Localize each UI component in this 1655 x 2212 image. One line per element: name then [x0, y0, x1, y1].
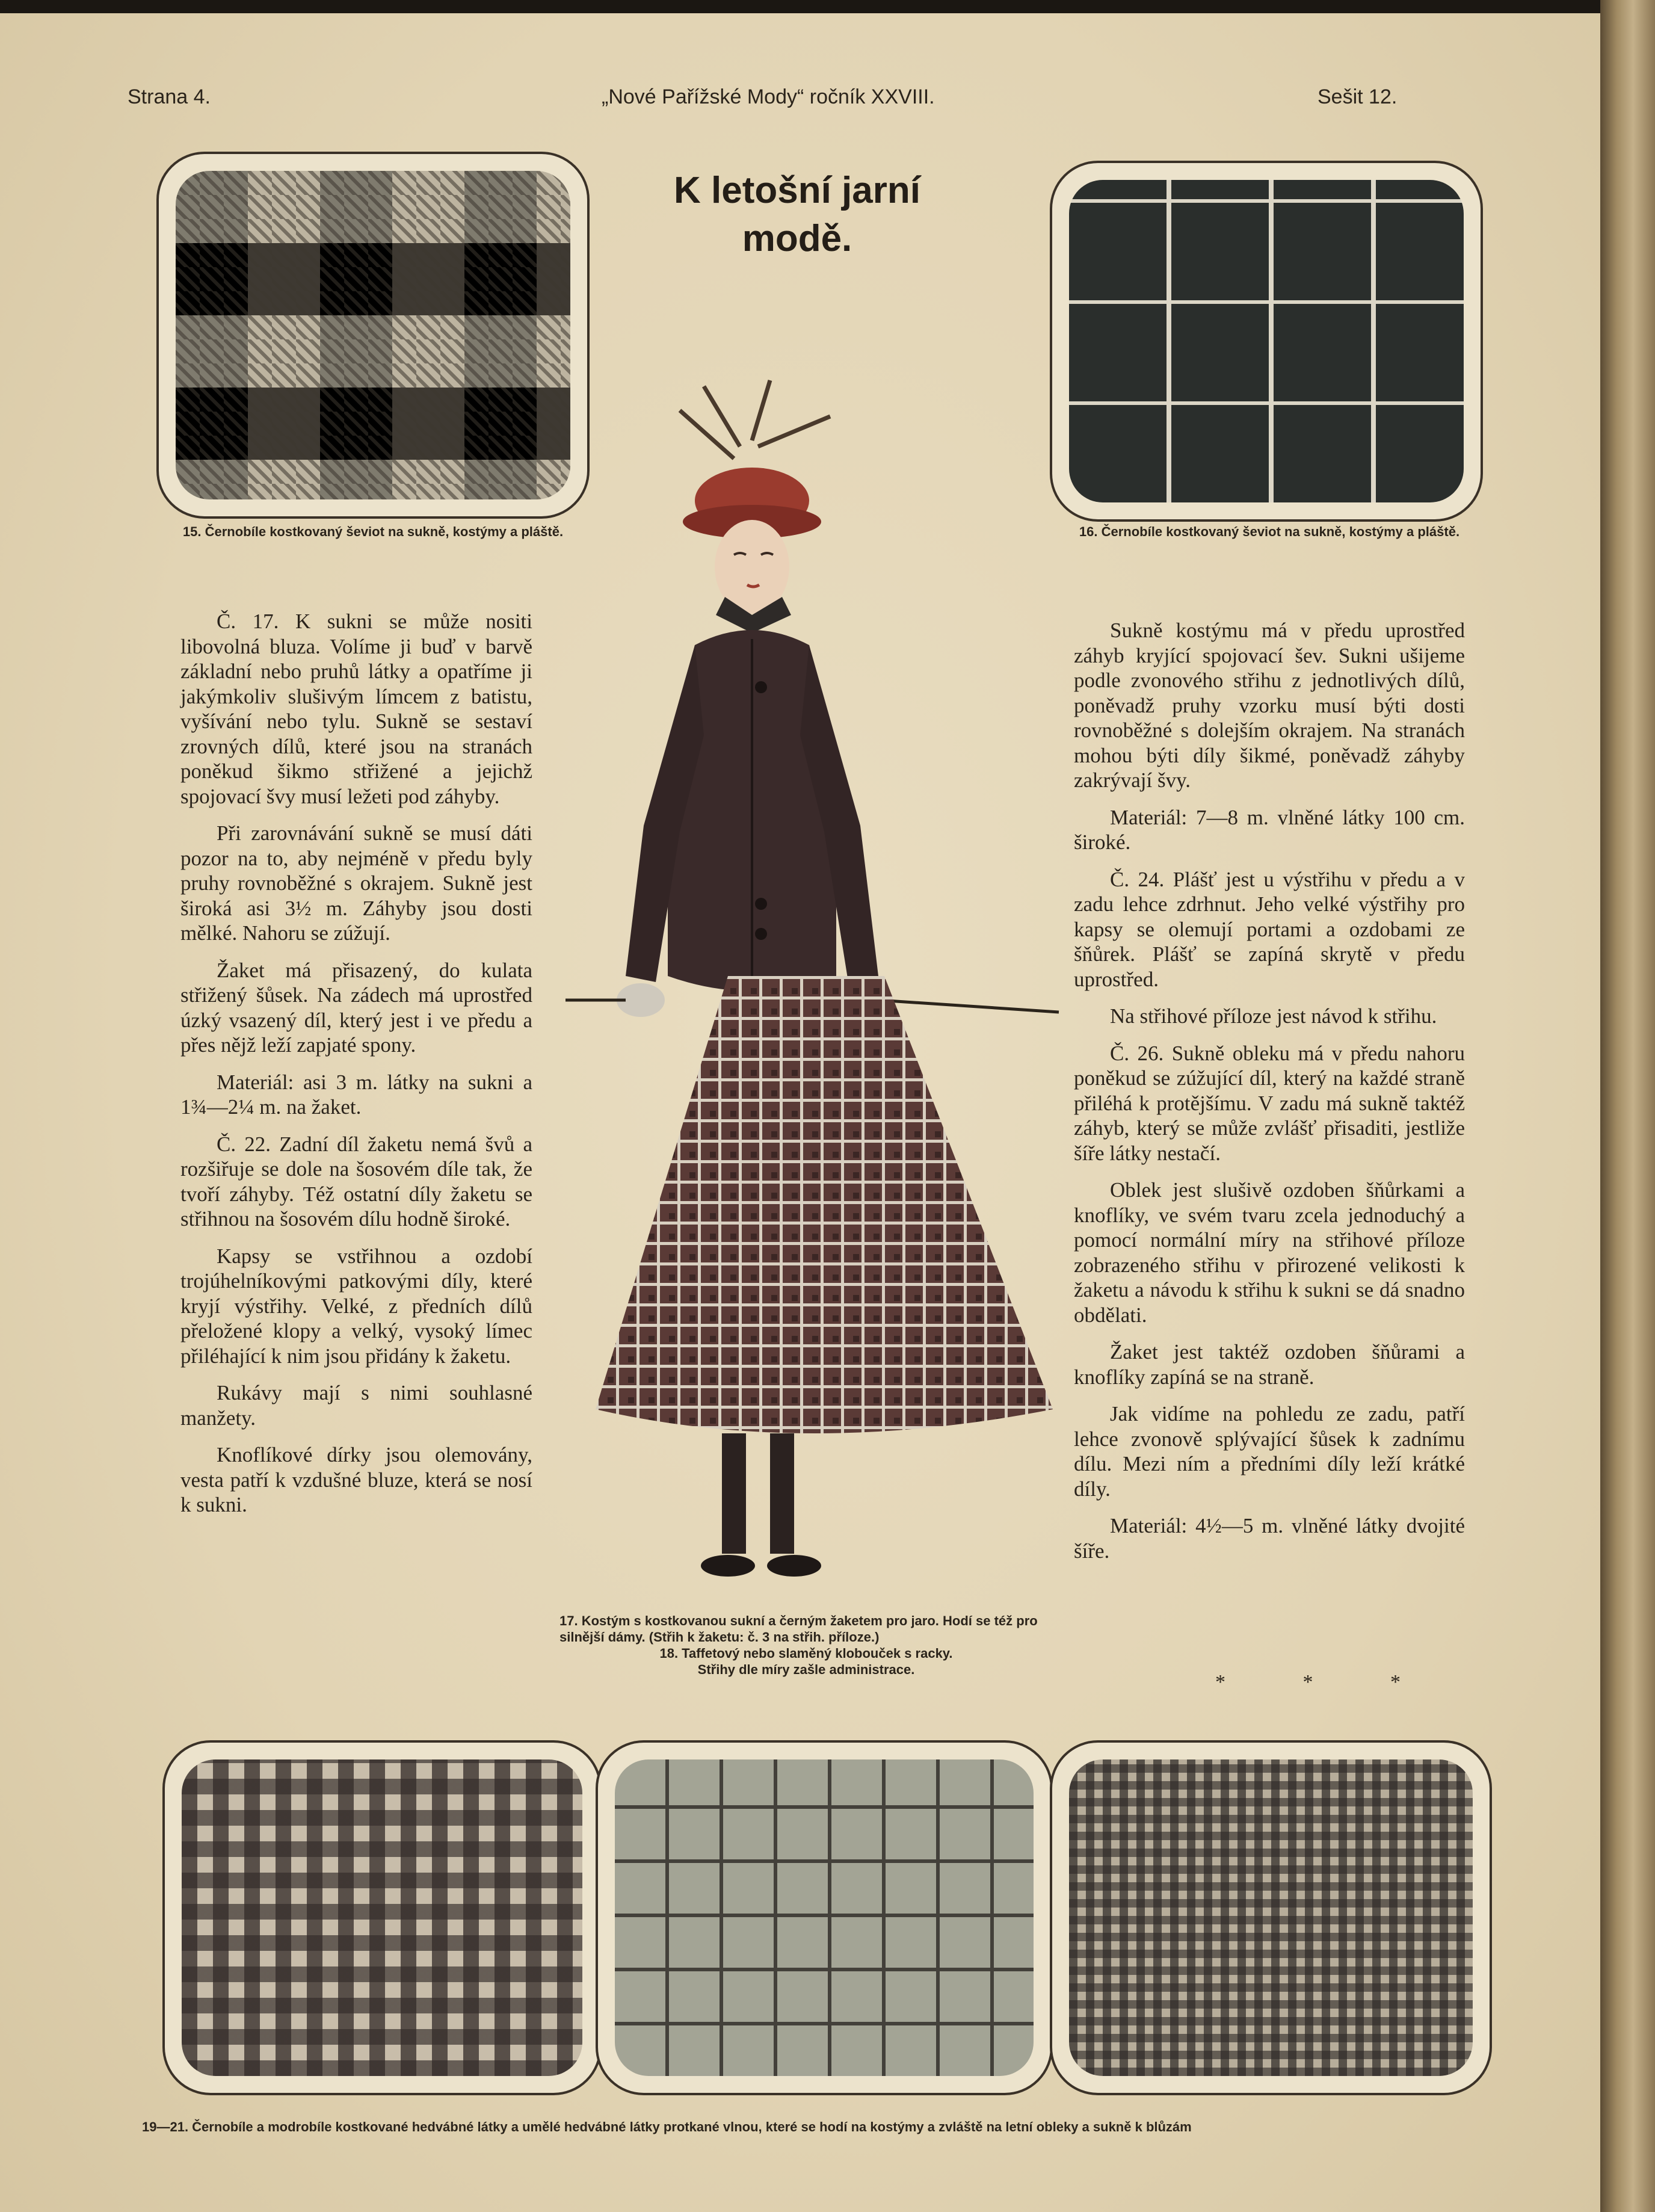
- paragraph: Materiál: asi 3 m. látky na sukni a 1¾—2¼ m. na žaket.: [180, 1070, 532, 1119]
- fabric-swatch-20: [596, 1740, 1053, 2095]
- left-text-column: [180, 609, 532, 1530]
- right-text-column: [1074, 618, 1465, 1575]
- fashion-illustration-woman-in-suit-icon: [553, 374, 1071, 1614]
- paragraph: Žaket jest taktéž ozdoben šňůrami a knoflíky zapíná se na straně.: [1074, 1340, 1465, 1389]
- paragraph: Materiál: 7—8 m. vlněné látky 100 cm. široké.: [1074, 805, 1465, 854]
- windowpane-check-fabric-icon: [1069, 180, 1464, 502]
- paragraph: Žaket má přisazený, do kulata střižený šůsek. Na zádech má uprostřed úzký vsazený díl, který jest i ve předu a přes nějž leží zapjaté spony.: [180, 958, 532, 1057]
- gingham-fabric-icon: [182, 1759, 582, 2076]
- article-title: [638, 167, 957, 263]
- paragraph: Rukávy mají s nimi souhlasné manžety.: [180, 1381, 532, 1430]
- figure-caption-line2: 18. Taffetový nebo slaměný klobouček s racky.: [659, 1646, 953, 1661]
- fabric-swatch-16: [1050, 161, 1483, 522]
- paragraph: Materiál: 4½—5 m. vlněné látky dvojité šíře.: [1074, 1514, 1465, 1563]
- book-spine: [1600, 0, 1655, 2212]
- caption-swatch-15: 15. Černobíle kostkovaný ševiot na sukně, kostýmy a pláště.: [182, 524, 564, 539]
- paragraph: Kapsy se vstřihnou a ozdobí trojúhelníkovými patkovými díly, které kryjí výstřihy. Velké, z předních dílů přeložené klopy a velký, vysoký límec přiléhající k nim jsou přidány k žaketu.: [180, 1244, 532, 1368]
- fabric-swatch-21: [1050, 1740, 1492, 2095]
- windowpane-fabric-icon: [615, 1759, 1034, 2076]
- paragraph: Sukně kostýmu má v předu uprostřed záhyb kryjící spojovací šev. Sukni ušijeme podle zvonového střihu z jednotlivých dílů, poněvadž pruhy vzorku musí býti dosti rovnoběžné s dolejším okrajem. Na stranách mohou býti díly šikmé, poněvadž záhyby zakrývají švy.: [1074, 619, 1465, 792]
- paragraph: Oblek jest slušivě ozdoben šňůrkami a knoflíky, ve svém tvaru zcela jednoduchý a pomocí normální míry na střihové příloze zobrazeného střihu v přirozené velikosti k žaketu a návodu k střihu k sukni se dá snadno obdělati.: [1074, 1178, 1465, 1327]
- small-check-fabric-icon: [1069, 1759, 1473, 2076]
- page-number: Strana 4.: [128, 85, 211, 108]
- paragraph: Jak vidíme na pohledu ze zadu, patří lehce zvonově splývající šůsek k zadnímu dílu. Mezi ním a předními díly leží krátké díly.: [1074, 1402, 1465, 1501]
- houndstooth-fabric-icon: [176, 171, 570, 499]
- figure-caption-line3: Střihy dle míry zašle administrace.: [697, 1662, 915, 1677]
- fabric-swatch-15: [156, 152, 590, 519]
- fabric-swatch-19: [162, 1740, 602, 2095]
- article-title-line1: K letošní jarní: [674, 170, 920, 211]
- paragraph: Na střihové příloze jest návod k střihu.: [1110, 1004, 1437, 1028]
- paragraph: Č. 22. Zadní díl žaketu nemá švů a rozšiřuje se dole na šosovém díle tak, že tvoří záhyby. Též ostatní díly žaketu se střihnou na šosovém dílu hodně široké.: [180, 1132, 532, 1231]
- publication-title: „Nové Pařížské Mody“ ročník XXVIII.: [602, 85, 935, 108]
- paragraph: Č. 17. K sukni se může nositi libovolná bluza. Volíme ji buď v barvě základní nebo pruhů látky a opatříme ji jakýmkoliv slušivým límcem z batistu, vyšívání nebo tylu. Sukně se sestaví zrovných dílů, které jsou na stranách poněkud šikmo střižené a jejichž spojovací švy musí ležeti pod záhyby.: [180, 610, 532, 808]
- paragraph: Č. 26. Sukně obleku má v předu nahoru poněkud se zúžující díl, který na každé straně přiléhá k protějšímu. V zadu má sukně taktéž záhyb, který se může zvlášť přisaditi, jestliže šíře látky nestačí.: [1074, 1041, 1465, 1165]
- section-divider-stars: * * *: [1215, 1671, 1437, 1693]
- magazine-page: [0, 13, 1612, 2212]
- caption-swatch-16: 16. Černobíle kostkovaný ševiot na sukně, kostýmy a pláště.: [1079, 524, 1460, 539]
- paragraph: Knoflíkové dírky jsou olemovány, vesta patří k vzdušné bluze, která se nosí k sukni.: [180, 1443, 532, 1516]
- article-title-line2: modě.: [742, 218, 852, 259]
- paragraph: Č. 24. Plášť jest u výstřihu v předu a v zadu lehce zdrhnut. Jeho velké výstřihy pro kapsy se olemují portami a ozdobami ze šňůrek. Plášť se zapíná skrytě v předu uprostřed.: [1074, 867, 1465, 991]
- caption-swatches-19-21: 19—21. Černobíle a modrobíle kostkované hedvábné látky a umělé hedvábné látky protkané vlnou, které se hodí na kostýmy a zvláště na letní obleky a sukně k blůzám: [142, 2119, 1192, 2134]
- paragraph: Při zarovnávání sukně se musí dáti pozor na to, aby nejméně v předu byly pruhy rovnoběžné s okrajem. Sukně jest široká asi 3½ m. Záhyby jsou dosti mělké. Nahoru se zúžují.: [180, 821, 532, 945]
- issue-number: Sešit 12.: [1318, 85, 1398, 108]
- figure-caption-line1: 17. Kostým s kostkovanou sukní a černým žaketem pro jaro. Hodí se též pro silnější dámy. (Střih k žaketu: č. 3 na střih. příloze.): [559, 1613, 1038, 1645]
- figure-caption: [559, 1613, 1053, 1678]
